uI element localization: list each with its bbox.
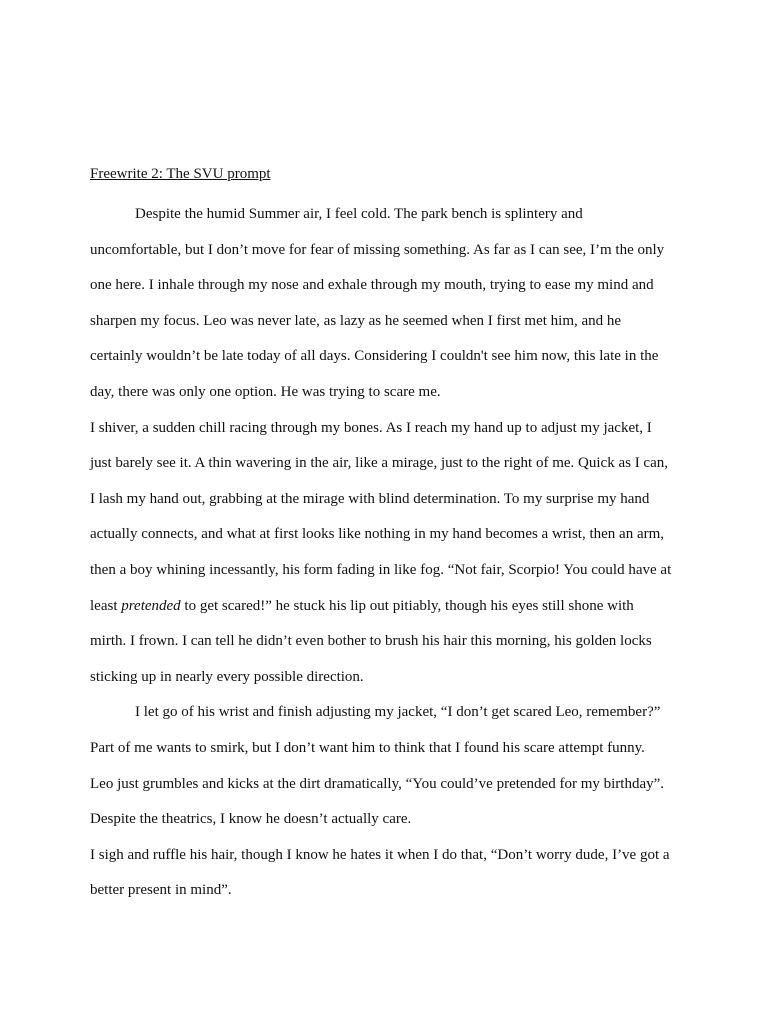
paragraph-line: I lash my hand out, grabbing at the mirage with blind determination. To my surprise my hand [90,490,650,507]
paragraph-line: actually connects, and what at first looks like nothing in my hand becomes a wrist, then an arm, [90,526,665,543]
paragraph-line: one here. I inhale through my nose and exhale through my mouth, trying to ease my mind and [90,277,654,294]
paragraph-line: I shiver, a sudden chill racing through my bones. As I reach my hand up to adjust my jacket, I [90,419,652,436]
paragraph-line: Despite the theatrics, I know he doesn’t actually care. [90,811,412,828]
emphasized-word: pretended [121,597,181,614]
document-body [90,161,690,909]
paragraph-line: just barely see it. A thin wavering in the air, like a mirage, just to the right of me. Quick as I can, [90,455,668,472]
line-text-before: least [90,597,122,614]
paragraph-line: I let go of his wrist and finish adjusting my jacket, “I don’t get scared Leo, remember?” [135,704,661,721]
paragraph-line: sharpen my focus. Leo was never late, as lazy as he seemed when I first met him, and he [90,312,622,329]
paragraph-line: certainly wouldn’t be late today of all days. Considering I couldn't see him now, this late in the [90,348,659,365]
document-title: Freewrite 2: The SVU prompt [90,166,271,182]
paragraph-line: mirth. I frown. I can tell he didn’t even bother to brush his hair this morning, his golden locks [90,633,652,650]
paragraph-line: sticking up in nearly every possible direction. [90,668,364,685]
paragraph-line-with-emphasis [90,589,690,625]
paragraph-line: then a boy whining incessantly, his form fading in like fog. “Not fair, Scorpio! You could have at [90,561,672,578]
paragraph-line: uncomfortable, but I don’t move for fear of missing something. As far as I can see, I’m the only [90,241,665,258]
line-text-after: to get scared!” he stuck his lip out pitiably, though his eyes still shone with [180,597,634,614]
paragraph-line: Despite the humid Summer air, I feel cold. The park bench is splintery and [135,206,583,222]
paragraph-line: Leo just grumbles and kicks at the dirt dramatically, “You could’ve pretended for my birthday”. [90,775,665,792]
paragraph-line: Part of me wants to smirk, but I don’t want him to think that I found his scare attempt funny. [90,739,645,756]
paragraph-line: better present in mind”. [90,882,232,899]
paragraph-line: I sigh and ruffle his hair, though I know he hates it when I do that, “Don’t worry dude, I’ve got a [90,846,670,863]
paragraph-line: day, there was only one option. He was trying to scare me. [90,383,441,400]
